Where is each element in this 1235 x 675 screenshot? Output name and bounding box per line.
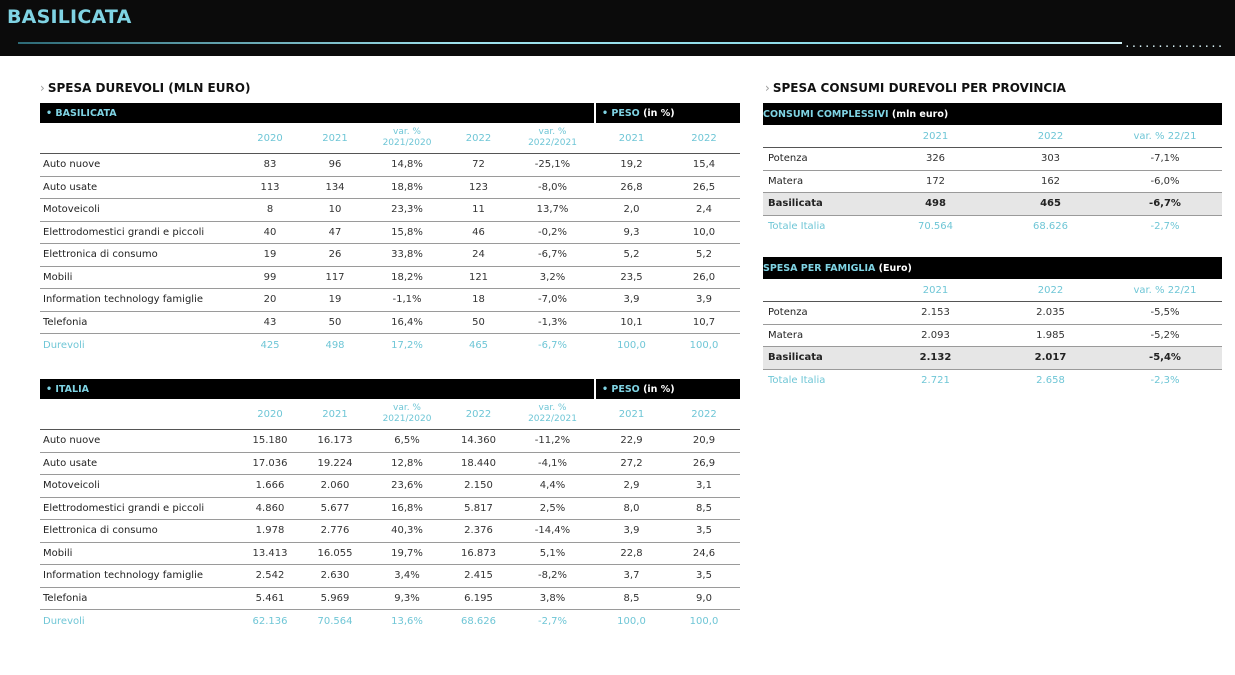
cell-value: 465 <box>993 193 1108 216</box>
total-value: 100,0 <box>689 615 719 627</box>
column-header-row <box>40 399 740 430</box>
row-label: Telefonia <box>40 587 237 610</box>
cell-value: 99 <box>237 266 303 289</box>
cell-value: 1.985 <box>993 324 1108 347</box>
header-divider <box>18 42 1122 44</box>
cell-value: 2.150 <box>447 475 510 498</box>
col-header: 2022 <box>447 123 510 154</box>
cell-value: 19 <box>237 244 303 267</box>
cell-value: 2.630 <box>303 565 367 588</box>
cell-value: 117 <box>303 266 367 289</box>
basilicata-durevoli-table <box>40 103 740 356</box>
cell-value: -6,7% <box>510 244 595 267</box>
cell-value: 2.060 <box>303 475 367 498</box>
table-title-unit: (Euro) <box>878 262 912 274</box>
left-section-title-text: SPESA DUREVOLI (MLN EURO) <box>47 81 251 95</box>
cell-value: -6,0% <box>1108 170 1222 193</box>
cell-value: 4.860 <box>237 497 303 520</box>
cell-value: -0,2% <box>510 221 595 244</box>
cell-value: 26,5 <box>668 176 740 199</box>
cell-value: 9,3 <box>595 221 668 244</box>
total-value: -2,7% <box>537 615 567 627</box>
cell-value: 13,7% <box>510 199 595 222</box>
right-section-title-text: SPESA CONSUMI DUREVOLI PER PROVINCIA <box>772 81 1066 95</box>
consumi-complessivi-table <box>763 103 1222 238</box>
region-name: ITALIA <box>55 383 89 395</box>
col-header: 2021 <box>303 399 367 430</box>
cell-value: 19,7% <box>367 542 447 565</box>
table-row <box>40 542 740 565</box>
table-header-bar <box>763 103 1222 125</box>
col-header: 2021 <box>878 125 993 148</box>
cell-value: 12,8% <box>367 452 447 475</box>
total-value: 62.136 <box>252 615 288 627</box>
table-header-bar <box>40 379 740 399</box>
peso-title: PESO <box>611 383 640 395</box>
cell-value: 40 <box>237 221 303 244</box>
col-header: 2022 <box>993 279 1108 302</box>
cell-value: 3,1 <box>668 475 740 498</box>
table-row <box>763 347 1222 370</box>
cell-value: 17.036 <box>237 452 303 475</box>
cell-value: 27,2 <box>595 452 668 475</box>
table-row <box>40 497 740 520</box>
cell-value: 8,5 <box>595 587 668 610</box>
cell-value: -11,2% <box>510 430 595 453</box>
total-label: Totale Italia <box>768 375 826 386</box>
table-row <box>40 430 740 453</box>
col-header <box>510 123 595 154</box>
right-section-title <box>765 81 1066 95</box>
cell-value: 22,8 <box>595 542 668 565</box>
row-label: Information technology famiglie <box>40 565 237 588</box>
cell-value: 8,0 <box>595 497 668 520</box>
col-header: 2022 <box>447 399 510 430</box>
cell-value: 26 <box>303 244 367 267</box>
table-title-main: SPESA PER FAMIGLIA <box>763 262 876 274</box>
cell-value: 2,0 <box>595 199 668 222</box>
total-value: 100,0 <box>617 615 646 627</box>
cell-value: 26,9 <box>668 452 740 475</box>
cell-value: 24 <box>447 244 510 267</box>
cell-value: 3,9 <box>595 289 668 312</box>
col-header: var. % 22/21 <box>1108 279 1222 302</box>
cell-value: 3,5 <box>668 520 740 543</box>
peso-title: PESO <box>611 107 640 119</box>
cell-value: 3,7 <box>595 565 668 588</box>
total-value: -2,3% <box>1150 375 1180 386</box>
cell-value: 2.153 <box>878 302 993 325</box>
col-header-line1: var. % <box>538 403 567 413</box>
empty-header <box>40 123 237 154</box>
total-value: 13,6% <box>391 615 423 627</box>
table-title-main: CONSUMI COMPLESSIVI <box>763 108 889 120</box>
cell-value: 33,8% <box>367 244 447 267</box>
table-row <box>40 154 740 177</box>
table-row <box>40 199 740 222</box>
cell-value: 10,1 <box>595 311 668 334</box>
cell-value: 1.666 <box>237 475 303 498</box>
cell-value: 2.035 <box>993 302 1108 325</box>
col-header: 2022 <box>993 125 1108 148</box>
cell-value: 121 <box>447 266 510 289</box>
total-value: 17,2% <box>391 339 423 351</box>
peso-label: • PESO (in %) <box>595 379 740 399</box>
cell-value: 20 <box>237 289 303 312</box>
cell-value: 15.180 <box>237 430 303 453</box>
empty-header <box>763 279 878 302</box>
cell-value: 6,5% <box>367 430 447 453</box>
cell-value: 326 <box>878 148 993 171</box>
cell-value: 4,4% <box>510 475 595 498</box>
cell-value: 18 <box>447 289 510 312</box>
total-value: 68.626 <box>461 615 496 627</box>
cell-value: 5.677 <box>303 497 367 520</box>
total-value: 70.564 <box>918 221 953 232</box>
spesa-famiglia-table <box>763 257 1222 392</box>
col-header-line2: 2022/2021 <box>528 414 577 424</box>
cell-value: -5,4% <box>1108 347 1222 370</box>
table-row <box>40 244 740 267</box>
cell-value: 11 <box>447 199 510 222</box>
row-label: Potenza <box>763 302 878 325</box>
cell-value: 123 <box>447 176 510 199</box>
cell-value: 96 <box>303 154 367 177</box>
peso-unit: (in %) <box>643 383 675 395</box>
total-label: Totale Italia <box>768 221 826 232</box>
cell-value: 3,2% <box>510 266 595 289</box>
cell-value: 3,9 <box>595 520 668 543</box>
col-header <box>367 123 447 154</box>
col-header: 2020 <box>237 399 303 430</box>
row-label: Elettrodomestici grandi e piccoli <box>40 221 237 244</box>
cell-value: 9,0 <box>668 587 740 610</box>
cell-value: 13.413 <box>237 542 303 565</box>
col-header-line2: 2021/2020 <box>382 138 432 148</box>
row-label: Mobili <box>40 542 237 565</box>
cell-value: 50 <box>303 311 367 334</box>
header-bar <box>0 0 1235 56</box>
cell-value: 83 <box>237 154 303 177</box>
cell-value: 2,9 <box>595 475 668 498</box>
cell-value: 19 <box>303 289 367 312</box>
cell-value: 47 <box>303 221 367 244</box>
cell-value: -8,2% <box>510 565 595 588</box>
cell-value: 16.873 <box>447 542 510 565</box>
empty-header <box>763 125 878 148</box>
cell-value: 3,8% <box>510 587 595 610</box>
col-header: 2021 <box>303 123 367 154</box>
cell-value: 43 <box>237 311 303 334</box>
cell-value: 26,0 <box>668 266 740 289</box>
total-value: 2.658 <box>1036 375 1065 386</box>
row-label: Motoveicoli <box>40 199 237 222</box>
cell-value: 23,6% <box>367 475 447 498</box>
cell-value: 8,5 <box>668 497 740 520</box>
col-header-line1: var. % <box>393 403 421 413</box>
table-header-bar <box>763 257 1222 279</box>
total-row <box>40 610 740 633</box>
row-label: Information technology famiglie <box>40 289 237 312</box>
col-header: 2021 <box>595 123 668 154</box>
cell-value: 2.093 <box>878 324 993 347</box>
cell-value: 5.461 <box>237 587 303 610</box>
cell-value: 2.415 <box>447 565 510 588</box>
cell-value: 16.173 <box>303 430 367 453</box>
total-value: 70.564 <box>317 615 353 627</box>
total-value: 425 <box>260 339 280 351</box>
col-header: 2022 <box>668 399 740 430</box>
cell-value: 26,8 <box>595 176 668 199</box>
cell-value: 2.776 <box>303 520 367 543</box>
table-row <box>763 324 1222 347</box>
table-row <box>40 176 740 199</box>
table-row <box>40 289 740 312</box>
col-header-line2: 2022/2021 <box>528 138 577 148</box>
cell-value: 498 <box>878 193 993 216</box>
total-label: Durevoli <box>43 615 85 627</box>
row-label: Elettronica di consumo <box>40 244 237 267</box>
col-header-line1: var. % <box>538 127 567 137</box>
column-header-row <box>763 125 1222 148</box>
row-label: Mobili <box>40 266 237 289</box>
cell-value: 2.017 <box>993 347 1108 370</box>
col-header <box>510 399 595 430</box>
cell-value: 72 <box>447 154 510 177</box>
chevron-right-icon: › <box>40 81 45 95</box>
cell-value: -14,4% <box>510 520 595 543</box>
total-value: 100,0 <box>617 339 646 351</box>
cell-value: 16,8% <box>367 497 447 520</box>
cell-value: 2.132 <box>878 347 993 370</box>
cell-value: 23,5 <box>595 266 668 289</box>
cell-value: 162 <box>993 170 1108 193</box>
total-value: 100,0 <box>689 339 719 351</box>
cell-value: 2.376 <box>447 520 510 543</box>
col-header-line1: var. % <box>393 127 421 137</box>
italia-durevoli-table <box>40 379 740 632</box>
cell-value: -6,7% <box>1108 193 1222 216</box>
cell-value: 46 <box>447 221 510 244</box>
row-label: Elettronica di consumo <box>40 520 237 543</box>
cell-value: 16.055 <box>303 542 367 565</box>
cell-value: 3,9 <box>668 289 740 312</box>
col-header: 2021 <box>878 279 993 302</box>
cell-value: 23,3% <box>367 199 447 222</box>
total-value: -2,7% <box>1150 221 1180 232</box>
cell-value: 10,7 <box>668 311 740 334</box>
cell-value: 15,8% <box>367 221 447 244</box>
cell-value: 5,2 <box>668 244 740 267</box>
region-label: • ITALIA <box>40 379 595 399</box>
cell-value: 5.969 <box>303 587 367 610</box>
table-row <box>40 587 740 610</box>
cell-value: 2.542 <box>237 565 303 588</box>
total-value: 2.721 <box>921 375 950 386</box>
cell-value: 18.440 <box>447 452 510 475</box>
cell-value: 2,4 <box>668 199 740 222</box>
table-header-bar <box>40 103 740 123</box>
row-label: Matera <box>763 170 878 193</box>
header-dots: ............... <box>1124 37 1224 50</box>
cell-value: 5.817 <box>447 497 510 520</box>
total-value: -6,7% <box>537 339 567 351</box>
cell-value: -1,1% <box>367 289 447 312</box>
cell-value: 6.195 <box>447 587 510 610</box>
cell-value: -7,0% <box>510 289 595 312</box>
row-label: Elettrodomestici grandi e piccoli <box>40 497 237 520</box>
table-row <box>763 148 1222 171</box>
cell-value: 19,2 <box>595 154 668 177</box>
col-header: 2022 <box>668 123 740 154</box>
row-label: Auto nuove <box>40 430 237 453</box>
table-title-unit: (mln euro) <box>891 108 949 120</box>
page-title: BASILICATA <box>7 6 132 28</box>
row-label: Motoveicoli <box>40 475 237 498</box>
cell-value: 134 <box>303 176 367 199</box>
cell-value: 113 <box>237 176 303 199</box>
table-row <box>40 311 740 334</box>
total-value: 465 <box>468 339 489 351</box>
row-label: Potenza <box>763 148 878 171</box>
row-label: Basilicata <box>763 347 878 370</box>
cell-value: -4,1% <box>510 452 595 475</box>
col-header <box>367 399 447 430</box>
total-label: Durevoli <box>43 339 85 351</box>
cell-value: 2,5% <box>510 497 595 520</box>
cell-value: 18,2% <box>367 266 447 289</box>
empty-header <box>40 399 237 430</box>
cell-value: 19.224 <box>303 452 367 475</box>
cell-value: 1.978 <box>237 520 303 543</box>
total-row <box>763 369 1222 392</box>
cell-value: 3,5 <box>668 565 740 588</box>
cell-value: 22,9 <box>595 430 668 453</box>
table-title <box>763 103 1222 125</box>
total-row <box>40 334 740 357</box>
row-label: Matera <box>763 324 878 347</box>
cell-value: 9,3% <box>367 587 447 610</box>
cell-value: 20,9 <box>668 430 740 453</box>
cell-value: 5,2 <box>595 244 668 267</box>
cell-value: 15,4 <box>668 154 740 177</box>
cell-value: 303 <box>993 148 1108 171</box>
cell-value: 16,4% <box>367 311 447 334</box>
cell-value: 3,4% <box>367 565 447 588</box>
table-row <box>40 565 740 588</box>
col-header: 2021 <box>595 399 668 430</box>
cell-value: 8 <box>237 199 303 222</box>
cell-value: -25,1% <box>510 154 595 177</box>
cell-value: 50 <box>447 311 510 334</box>
cell-value: 10 <box>303 199 367 222</box>
table-title <box>763 257 1222 279</box>
row-label: Telefonia <box>40 311 237 334</box>
row-label: Basilicata <box>763 193 878 216</box>
col-header: var. % 22/21 <box>1108 125 1222 148</box>
total-value: 68.626 <box>1033 221 1068 232</box>
cell-value: 24,6 <box>668 542 740 565</box>
column-header-row <box>40 123 740 154</box>
cell-value: -8,0% <box>510 176 595 199</box>
cell-value: -5,2% <box>1108 324 1222 347</box>
table-row <box>40 266 740 289</box>
region-name: BASILICATA <box>55 107 117 119</box>
left-section-title <box>40 81 250 95</box>
cell-value: 5,1% <box>510 542 595 565</box>
cell-value: 40,3% <box>367 520 447 543</box>
total-value: 498 <box>325 339 345 351</box>
peso-unit: (in %) <box>643 107 675 119</box>
cell-value: 172 <box>878 170 993 193</box>
peso-label: • PESO (in %) <box>595 103 740 123</box>
cell-value: 10,0 <box>668 221 740 244</box>
row-label: Auto usate <box>40 452 237 475</box>
cell-value: -1,3% <box>510 311 595 334</box>
table-row <box>40 475 740 498</box>
table-row <box>40 520 740 543</box>
row-label: Auto nuove <box>40 154 237 177</box>
table-row <box>763 193 1222 216</box>
cell-value: -7,1% <box>1108 148 1222 171</box>
column-header-row <box>763 279 1222 302</box>
col-header-line2: 2021/2020 <box>382 414 432 424</box>
table-row <box>40 221 740 244</box>
cell-value: 14,8% <box>367 154 447 177</box>
chevron-right-icon: › <box>765 81 770 95</box>
table-row <box>763 170 1222 193</box>
cell-value: -5,5% <box>1108 302 1222 325</box>
total-row <box>763 215 1222 238</box>
table-row <box>40 452 740 475</box>
col-header: 2020 <box>237 123 303 154</box>
cell-value: 18,8% <box>367 176 447 199</box>
cell-value: 14.360 <box>447 430 510 453</box>
region-label: • BASILICATA <box>40 103 595 123</box>
row-label: Auto usate <box>40 176 237 199</box>
table-row <box>763 302 1222 325</box>
